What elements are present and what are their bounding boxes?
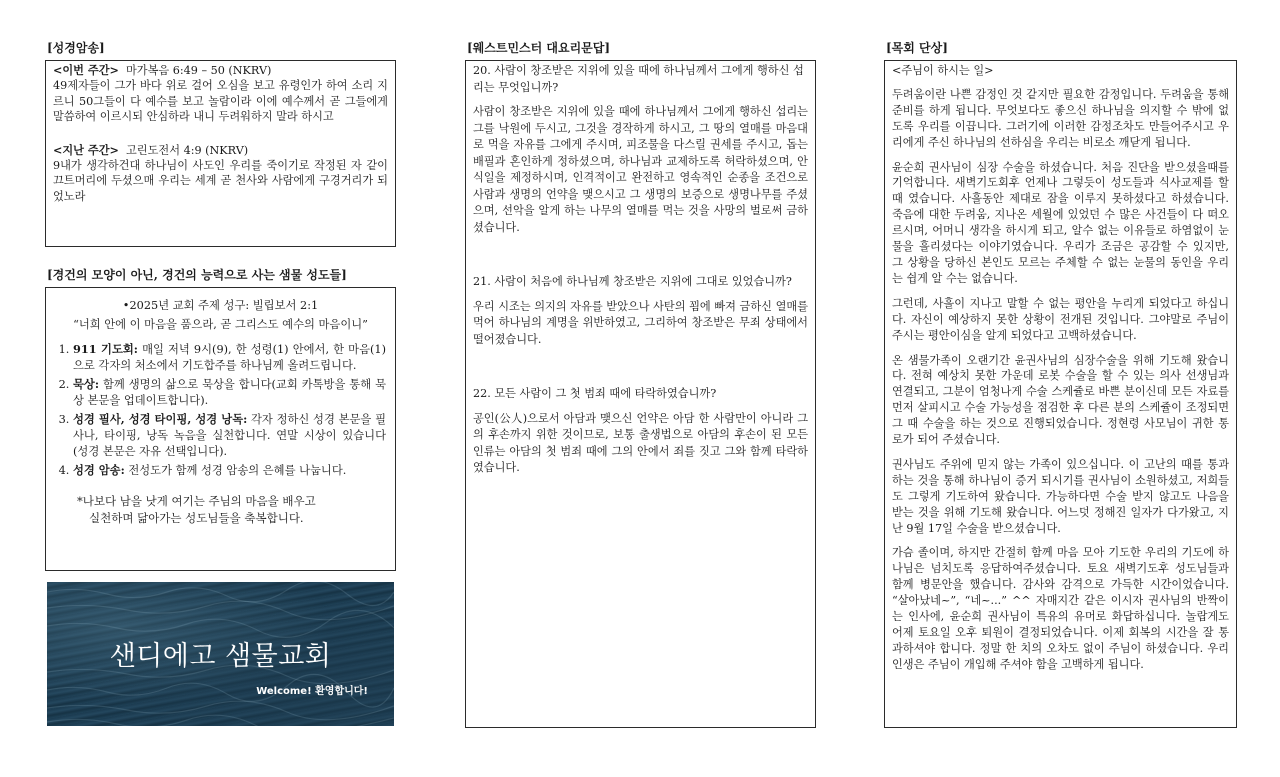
column-paragraph: 권사님도 주위에 믿지 않는 가족이 있으십니다. 이 고난의 때를 통과하는 것을 통해 하나님이 증거 되시기를 권사님이 소원하셨고, 저희들도 그렇게 기도하여 왔습니다. 가능하다면 수술 받지 않고도 나음을 받는 것을 위해 기도해 왔습니다. 어느덧 정해진 일자가 다가왔고, 지난 9월 17일 수술을 받으셨습니다. [892, 457, 1229, 535]
column-paragraph: 윤순희 권사님이 심장 수술을 하셨습니다. 처음 진단을 받으셨을때를 기억합니다. 새벽기도회후 언제나 그렇듯이 성도들과 식사교제를 할 때 였습니다. 사흘동안 제대로 잠을 이루지 못하셨다고 하셨습니다. 죽음에 대한 두려움, 지나온 세월에 있었던 수 많은 사건들이 다 떠오르시며, 어머니 생각을 하시게 되고, 알수 없는 이유들로 하염없이 눈물을 흘리셨다는 이야기였습니다. 우리가 조금은 공감할 수 있지만, 그 상황을 당하신 본인도 모르는 주체할 수 없는 눈물의 동인을 우리는 쉽게 알 수는 없습니다. [892, 160, 1229, 285]
catechism-item [473, 274, 808, 348]
catechism-item [473, 386, 808, 477]
theme-box [45, 287, 396, 571]
last-week-verse [53, 143, 388, 205]
goal-item: 4. 성경 암송: 전성도가 함께 성경 암송의 은혜를 나눕니다. [73, 462, 386, 479]
column-paragraph: 온 샘물가족이 오랜기간 윤권사님의 심장수술을 위해 기도해 왔습니다. 전혀 예상치 못한 가운데 로봇 수술을 할 수 있는 의사 선생님과 연결되고, 그분이 엄청나게 수술 스케쥴로 바쁜 분이신데 모든 자료를 먼저 살피시고 수술 가능성을 점검한 후 다른 분의 스케쥴이 조정되면 그 때 수술을 하는 것으로 진행되었습니다. 정현령 사모님이 귀한 통로가 되어 주셨습니다. [892, 353, 1229, 447]
last-week-ref: 고린도전서 4:9 (NKRV) [126, 143, 249, 157]
theme-header: [경건의 모양이 아닌, 경건의 능력으로 사는 샘물 성도들] [47, 268, 347, 282]
pastor-column-box [884, 60, 1237, 728]
catechism-item [473, 63, 808, 236]
this-week-verse [53, 63, 388, 125]
middle-column [465, 40, 816, 728]
church-name: 샌디에고 샘물교회 [109, 641, 332, 672]
catechism-question: 22. 모든 사람이 그 첫 범죄 때에 타락하였습니까? [473, 387, 717, 400]
catechism-answer: 사람이 창조받은 지위에 있을 때에 하나님께서 그에게 행하신 섭리는 그를 낙원에 두시고, 그것을 경작하게 하시고, 그 땅의 열매를 마음대로 먹을 자유를 그에게 주시며, 피조물을 다스릴 권세를 주시고, 돕는 배필과 혼인하게 정하셨으며, 하나님과 교제하도록 허락하셨으며, 안식일을 제정하시며, 인격적이고 완전하고 영속적인 순종을 조건으로 사람과 생명의 언약을 맺으시고 그 생명의 보증으로 생명나무를 주셨으며, 선악을 알게 하는 나무의 열매를 먹는 것을 사망의 벌로써 금하셨습니다. [473, 105, 808, 234]
church-banner [47, 582, 394, 726]
catechism-answer: 우리 시조는 의지의 자유를 받았으나 사탄의 꾐에 빠져 금하신 열매를 먹어 하나님의 계명을 위반하였고, 그리하여 창조받은 무죄 상태에서 떨어졌습니다. [473, 299, 808, 346]
catechism-question: 21. 사람이 처음에 하나님께 창조받은 지위에 그대로 있었습니까? [473, 275, 792, 288]
column-paragraph: 두려움이란 나쁜 감정인 것 같지만 필요한 감정입니다. 두려움을 통해 준비를 하게 됩니다. 무엇보다도 좋으신 하나님을 의지할 수 밖에 없도록 우리를 이끕니다. 그러기에 이러한 감정조차도 만들어주시고 우리에게 주신 하나님의 선하심을 우리는 비로소 깨닫게 됩니다. [892, 87, 1229, 149]
catechism-question: 20. 사람이 창조받은 지위에 있을 때에 하나님께서 그에게 행하신 섭리는 무엇입니까? [473, 64, 804, 94]
right-column [884, 40, 1237, 728]
column-paragraph: 그런데, 사흘이 지나고 말할 수 없는 평안을 누리게 되었다고 하십니다. 자신이 예상하지 못한 상황이 전개된 것입니다. 그야말로 주님이 주시는 평안이심을 알게 되었다고 고백하셨습니다. [892, 296, 1229, 342]
theme-title: •2025년 교회 주제 성구: 빌립보서 2:1 [122, 299, 319, 312]
column-paragraph: 가슴 졸이며, 하지만 간절히 함께 마음 모아 기도한 우리의 기도에 하나님은 넘치도록 응답하여주셨습니다. 토요 새벽기도후 성도님들과 함께 병문안을 했습니다. 감사와 감격으로 가득한 시간이었습니다. “살아났네~”, “네~...” ^^ 자매지간 같은 이시자 권사님의 반짝이는 인사에, 윤순희 권사님이 특유의 유머로 화답하십니다. 놀랍게도 어제 토요일 오후 퇴원이 결정되었습니다. 이제 회복의 시간을 잘 통과하셔야 합니다. 정말 한 치의 오차도 없이 주님이 하셨습니다. 우리 인생은 주님이 개입해 주셔야 함을 고백하게 됩니다. [892, 546, 1229, 671]
left-column [45, 40, 396, 571]
catechism-answer: 공인(公人)으로서 아담과 맺으신 언약은 아담 한 사람만이 아니라 그의 후손까지 위한 것이므로, 보통 출생법으로 아담의 후손이 된 모든 인류는 아담의 첫 범죄 때에 그의 안에서 죄를 짓고 그와 함께 타락하였습니다. [473, 411, 808, 474]
this-week-ref: 마가복음 6:49 – 50 (NKRV) [126, 64, 272, 77]
column-subtitle: <주님이 하시는 일> [892, 64, 994, 77]
pastor-column-header: [목회 단상] [886, 41, 948, 55]
goal-item: 3. 성경 필사, 성경 타이핑, 성경 낭독: 각자 정하신 성경 본문을 필사나, 타이핑, 낭독 녹음을 실천합니다. 연말 시상이 있습니다(성경 본문은 자유 선택입니다). [73, 411, 386, 460]
this-week-text: 49제자들이 그가 바다 위로 걸어 오심을 보고 유령인가 하여 소리 지르니 50그들이 다 예수를 보고 놀람이라 이에 예수께서 곧 그들에게 말씀하여 이르시되 안심하라 내니 두려워하지 말라 하시고 [53, 79, 388, 124]
this-week-label: <이번 주간> [53, 63, 119, 77]
last-week-text: 9내가 생각하건대 하나님이 사도인 우리를 죽이기로 작정된 자 같이 끄트머리에 두셨으매 우리는 세계 곧 천사와 사람에게 구경거리가 되었노라 [53, 159, 388, 203]
memory-verse-box [45, 60, 396, 247]
last-week-label: <지난 주간> [53, 142, 119, 157]
catechism-header: [웨스트민스터 대요리문답] [467, 41, 611, 55]
catechism-box [465, 60, 816, 728]
goal-item: 1. 911 기도회: 매일 저녁 9시(9), 한 성령(1) 안에서, 한 마음(1)으로 각자의 처소에서 기도합주를 하나님께 올려드립니다. [73, 341, 386, 374]
blessing-text: *나보다 남을 낫게 여기는 주님의 마음을 배우고 실천하며 닮아가는 성도님들을 축복합니다. [77, 494, 316, 525]
memory-verse-header: [성경암송] [47, 41, 105, 55]
welcome-text: Welcome! 환영합니다! [256, 686, 368, 697]
goal-item: 2. 묵상: 함께 생명의 삶으로 묵상을 합니다(교회 카톡방을 통해 묵상 본문을 업데이트합니다). [73, 376, 386, 409]
theme-verse: “너희 안에 이 마음을 품으라, 곧 그리스도 예수의 마음이니” [73, 318, 368, 331]
goals-list [55, 341, 386, 479]
